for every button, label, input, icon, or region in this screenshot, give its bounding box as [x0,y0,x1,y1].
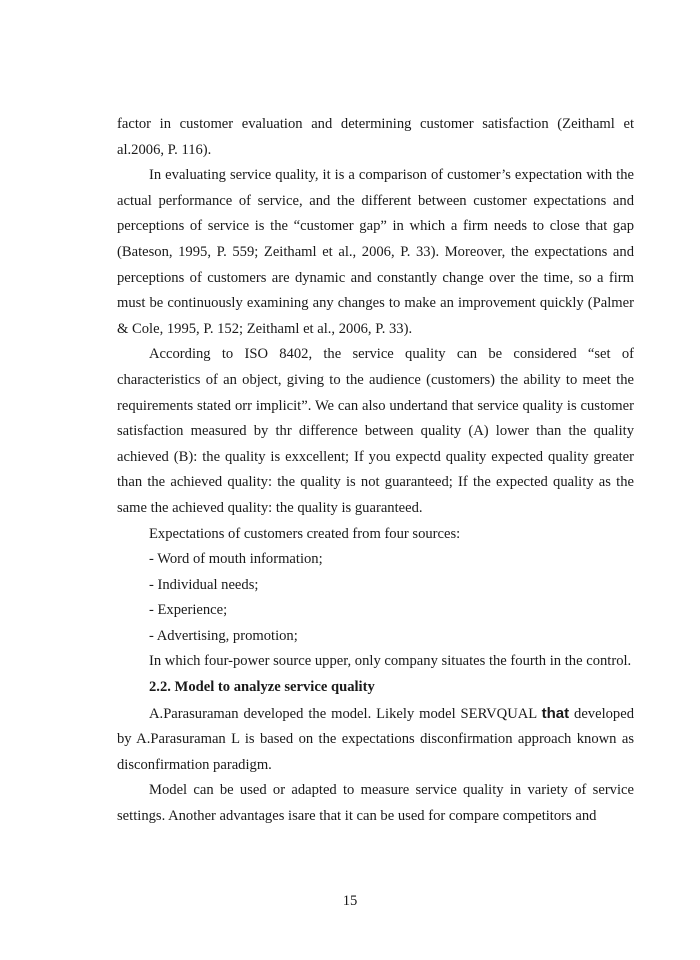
paragraph-iso-8402: According to ISO 8402, the service quality can be considered “set of characteristics of an object, giving to the audience (customers) the ability to meet the requirements stated orr implicit”. We can also undertand that service quality is customer satisfaction measured by thr difference between quality (A) lower than the quality achieved (B): the quality is exxcellent; If you expectd quality expected quality greater than the achieved quality: the quality is not guaranteed; If the expected quality as the same the achieved quality: the quality is guaranteed. [117,346,634,516]
paragraph-four-power-source: In which four-power source upper, only company situates the fourth in the control. [149,653,632,670]
parasuraman-text-end: developed by A.Parasuraman L is based on the expectations disconfirmation approach known as disconfirmation paradigm. [117,705,634,773]
page-number: 15 [342,893,358,909]
list-item-individual-needs: - Individual needs; [149,576,259,593]
paragraph-service-quality-evaluation: In evaluating service quality, it is a comparison of customer’s expectation with the actual performance of service, and the different between customer expectations and perceptions of service is the “customer gap” in which a firm needs to close that gap (Bateson, 1995, P. 559; Zeithaml et al., 2006, P. 33). Moreover, the expectations and perceptions of customers are dynamic and constantly change over the time, so a firm must be continuously examining any changes to make an improvement quickly (Palmer & Cole, 1995, P. 152; Zeithaml et al., 2006, P. 33). [117,167,634,337]
list-item-advertising: - Advertising, promotion; [149,627,298,644]
emphasized-word: that [541,704,570,722]
section-heading: 2.2. Model to analyze service quality [149,679,375,696]
body-text [117,112,634,830]
list-item-experience: - Experience; [149,602,228,619]
parasuraman-text-start: A.Parasuraman developed the model. Likely model SERVQUAL [149,705,537,722]
paragraph-model-usage: Model can be used or adapted to measure service quality in variety of service settings. Another advantages isare that it can be used for compare competitors and [117,782,634,825]
list-item-word-of-mouth: - Word of mouth information; [149,551,323,568]
paragraph-continuation: factor in customer evaluation and determining customer satisfaction (Zeithaml et al.2006, P. 116). [117,116,634,158]
paragraph-parasuraman-model [117,701,634,779]
paragraph-expectation-sources: Expectations of customers created from four sources: [149,525,461,542]
